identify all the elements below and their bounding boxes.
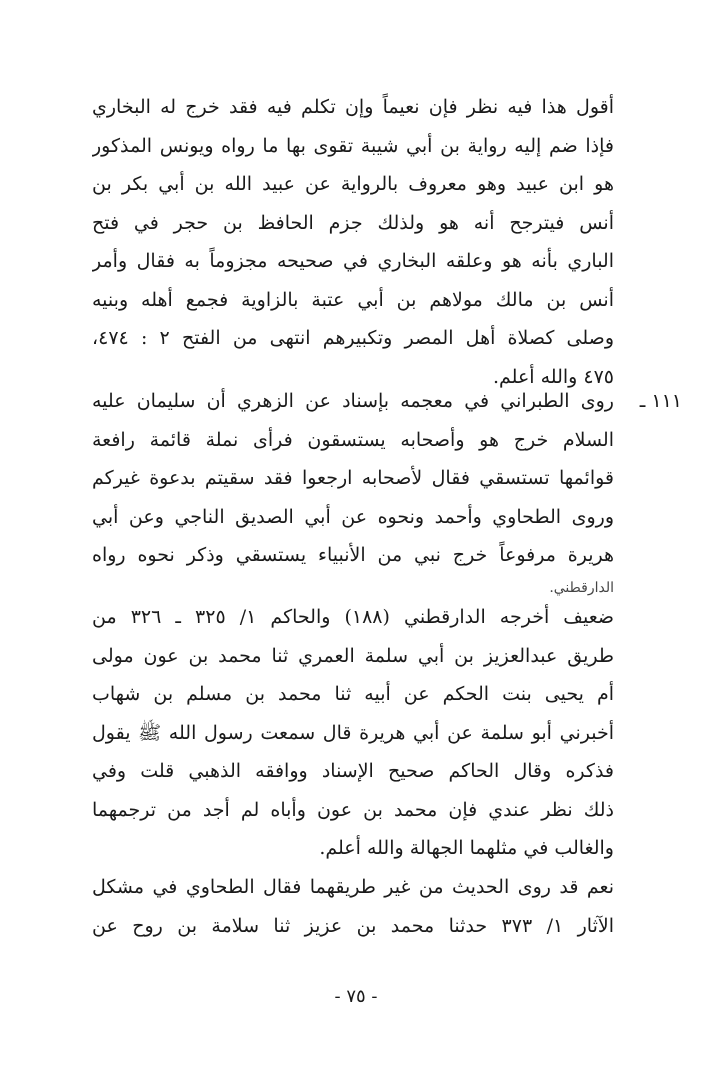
text-line: فإذا ضم إليه رواية بن أبي شيبة تقوى بها ما رواه ويونس المذكور bbox=[92, 134, 614, 157]
text-line: فذكره وقال الحاكم صحيح الإسناد ووافقه الذهبي قلت وفي bbox=[92, 760, 614, 782]
text-line: والغالب في مثلهما الجهالة والله أعلم. bbox=[319, 837, 614, 859]
text-line: وصلى كصلاة أهل المصر وتكبيرهم انتهى من الفتح ٢ : ٤٧٤، bbox=[92, 327, 614, 349]
text-line: أخبرني أبو سلمة عن أبي هريرة قال سمعت رسول الله ﷺ يقول bbox=[92, 721, 614, 744]
text-line: نعم قد روى الحديث من غير طريقهما فقال الطحاوي في مشكل bbox=[92, 876, 614, 898]
text-line: طريق عبدالعزيز بن أبي سلمة العمري ثنا محمد بن عون مولى bbox=[92, 644, 614, 667]
text-line: ٤٧٥ والله أعلم. bbox=[492, 365, 614, 388]
text-line: ذلك نظر عندي فإن محمد بن عون وأباه لم أجد من ترجمهما bbox=[92, 798, 614, 821]
page-number: - ٧٥ - bbox=[334, 986, 378, 1007]
text-line: هو ابن عبيد وهو معروف بالرواية عن عبيد الله بن أبي بكر بن bbox=[92, 173, 614, 195]
paragraph-1 bbox=[92, 88, 614, 396]
text-line: ضعيف أخرجه الدارقطني (١٨٨) والحاكم ١/ ٣٢٥ ـ ٣٢٦ من bbox=[92, 606, 614, 628]
entry-number: ١١١ ـ bbox=[639, 390, 682, 412]
text-line: وروى الطحاوي وأحمد ونحوه عن أبي الصديق الناجي وعن أبي bbox=[92, 505, 614, 528]
text-line: الباري بأنه هو وعلقه البخاري في صحيحه مجزوماً به فقال وأمر bbox=[92, 250, 614, 272]
paragraph-2 bbox=[92, 598, 614, 868]
text-line: الآثار ١/ ٣٧٣ حدثنا محمد بن عزيز ثنا سلامة بن روح عن bbox=[92, 914, 614, 937]
text-line: السلام خرج هو وأصحابه يستسقون فرأى نملة قائمة رافعة bbox=[92, 428, 614, 451]
text-line: هريرة مرفوعاً خرج نبي من الأنبياء يستسقي وذكر نحوه رواه bbox=[92, 544, 614, 566]
paragraph-3 bbox=[92, 868, 614, 945]
entry-111 bbox=[92, 382, 614, 601]
text-line: أنس فيترجح أنه هو ولذلك جزم الحافظ بن حجر في فتح bbox=[92, 211, 614, 234]
text-line: أم يحيى بنت الحكم عن أبيه ثنا محمد بن مسلم بن شهاب bbox=[92, 683, 614, 705]
text-line: أنس بن مالك مولاهم بن أبي عتبة بالزاوية فجمع أهله وبنيه bbox=[92, 288, 614, 311]
text-line: روى الطبراني في معجمه بإسناد عن الزهري أن سليمان عليه bbox=[92, 390, 614, 412]
text-line: أقول هذا فيه نظر فإن نعيماً وإن تكلم فيه فقد خرج له البخاري bbox=[92, 96, 614, 118]
text-line: قوائمها تستسقي فقال لأصحابه ارجعوا فقد سقيتم بدعوة غيركم bbox=[92, 467, 614, 489]
attribution: الدارقطني. bbox=[549, 579, 614, 596]
